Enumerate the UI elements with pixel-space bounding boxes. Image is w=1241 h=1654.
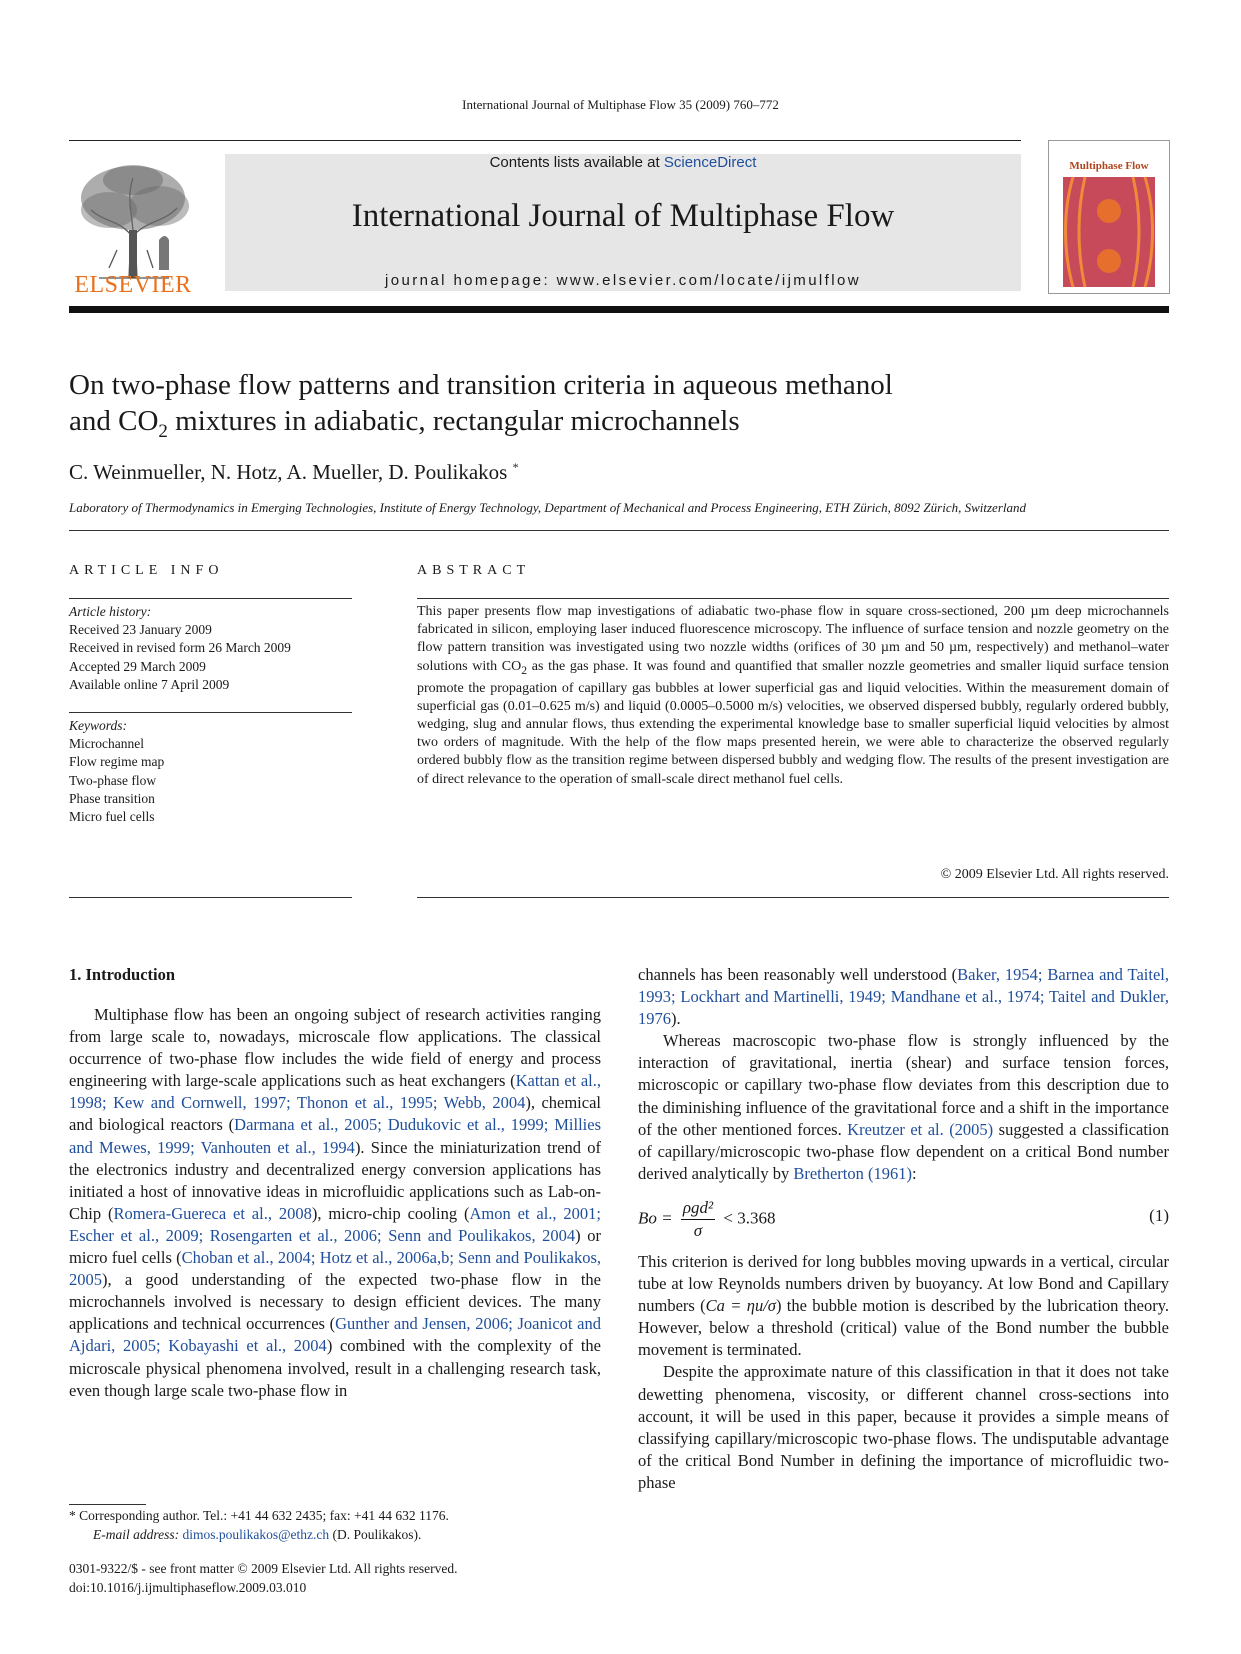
paragraph-text: Despite the approximate nature of this classification in that it does not take dewetting phenomena, viscosity, or different channel cross-sections into account, it will be used in this paper, because it provides a simple means of classifying capillary/microscopic two-phase flows. The undisputable advantage of the critical Bond Number in defining the importance of microfluidic two-phase: [638, 1362, 1169, 1492]
inline-formula: Ca = ηu/σ: [705, 1296, 776, 1316]
paragraph-text: ) the bubble motion is described by the lubrication theory. However, below a threshold (critical) value of the Bond number the bubble movement is terminated.: [638, 1296, 1169, 1360]
paragraph-text: Multiphase flow has been an ongoing subject of research activities ranging from large scale to, nowadays, microscale flow applications. The classical occurrence of two-phase flow includes the wide field of energy and process engineering with large-scale applications such as heat exchangers (: [69, 1005, 601, 1091]
author-list: [69, 460, 519, 485]
citation-link[interactable]: Gunther and Jensen, 2006; Joanicot and Ajdari, 2005; Kobayashi et al., 2004: [69, 1314, 601, 1356]
doi-link[interactable]: doi:10.1016/j.ijmultiphaseflow.2009.03.010: [69, 1579, 307, 1595]
paragraph-text: channels has been reasonably well understood (: [638, 965, 958, 984]
journal-homepage-link[interactable]: journal homepage: www.elsevier.com/locate/ijmulflow: [385, 272, 861, 289]
keyword-item: Phase transition: [69, 790, 155, 806]
corresponding-author-mark[interactable]: *: [512, 460, 519, 474]
abstract-part-1: This paper presents flow map investigations of adiabatic two-phase flow in square cross-sectioned, 200 µm deep microchannels fabricated in silicon, employing laser induced fluorescence microscopy. The influence of surface tension and nozzle geometry on the flow pattern transition was investigated using two nozzle widths (orifices of 30 µm and 50 µm, respectively) and methanol–water solutions with CO: [417, 604, 1169, 674]
front-matter: [69, 1560, 609, 1597]
paragraph-text: ), a good understanding of the expected two-phase flow in the microchannels involved is necessary to design efficient devices. The many applications and technical occurrences (: [69, 1270, 601, 1334]
body-column-right: [638, 964, 1169, 1494]
intro-paragraph-continued: [638, 964, 1169, 1030]
abstract-text: [417, 603, 1169, 789]
journal-cover-icon: [1049, 141, 1169, 293]
paragraph-text: Whereas macroscopic two-phase flow is strongly influenced by the interaction of gravitational, inertia (shear) and surface tension forces, microscopic or capillary two-phase flow deviates from this description due to the diminishing influence of the gravitational force and a shift in the importance of the other mentioned forces.: [638, 1031, 1169, 1139]
history-label: Article history:: [69, 604, 152, 619]
footnote-rule: [69, 1504, 146, 1505]
citation-link[interactable]: Kattan et al., 1998; Kew and Cornwell, 1997; Thonon et al., 1995; Webb, 2004: [69, 1071, 601, 1113]
intro-paragraph: [69, 1004, 601, 1402]
contents-line: [225, 154, 1021, 171]
citation-link[interactable]: Choban et al., 2004; Hotz et al., 2006a,b; Senn and Poulikakos, 2005: [69, 1248, 601, 1290]
citation-link[interactable]: Bretherton (1961): [793, 1163, 913, 1183]
history-online: Available online 7 April 2009: [69, 676, 230, 692]
citation-link[interactable]: Kreutzer et al. (2005): [847, 1119, 994, 1139]
abstract-subscript: 2: [521, 663, 528, 677]
paragraph-text: ), micro-chip cooling (: [311, 1203, 470, 1223]
abstract-bottom-rule: [417, 897, 1169, 898]
equation-rhs: < 3.368: [723, 1208, 776, 1228]
equation-numerator: ρgd²: [681, 1197, 715, 1220]
title-subscript: 2: [158, 420, 168, 442]
title-rule: [69, 530, 1169, 531]
article-title: [69, 367, 1169, 450]
paragraph-text: This criterion is derived for long bubbles moving upwards in a vertical, circular tube at low Reynolds numbers driven by buoyancy. At low Bond and Capillary numbers (: [638, 1251, 1169, 1316]
keywords-list: [69, 717, 352, 826]
title-line-2-pre: and CO: [69, 405, 159, 437]
equation-body: [638, 1197, 775, 1242]
section-heading-introduction: 1. Introduction: [69, 965, 176, 984]
keywords-rule: [69, 712, 352, 713]
cover-title-text: Multiphase Flow: [1069, 160, 1149, 172]
equation-bond-number: [638, 1189, 1169, 1249]
authors-text: C. Weinmueller, N. Hotz, A. Mueller, D. Poulikakos: [69, 460, 508, 484]
paragraph-text: ). Since the miniaturization trend of the electronics industry and decentralized energy conversion applications has initiated a host of innovative ideas in microfluidic applications such as Lab-on-Chip (: [69, 1137, 601, 1223]
running-head: International Journal of Multiphase Flow 35 (2009) 760–772: [462, 97, 779, 112]
publisher-name: ELSEVIER: [74, 272, 192, 298]
footnote: [69, 1507, 609, 1544]
citation-link[interactable]: Romera-Guereca et al., 2008: [113, 1203, 312, 1223]
keyword-item: Microchannel: [69, 736, 144, 752]
equation-number: (1): [1149, 1205, 1169, 1225]
abstract-label: ABSTRACT: [417, 563, 531, 578]
history-received: Received 23 January 2009: [69, 622, 212, 638]
keywords-label: Keywords:: [69, 718, 127, 733]
body-column-left: [69, 1004, 601, 1402]
keyword-item: Micro fuel cells: [69, 809, 155, 825]
equation-fraction: [681, 1197, 715, 1242]
citation-link[interactable]: Amon et al., 2001; Escher et al., 2009; Rosengarten et al., 2006; Senn and Poulikakos, 2004: [69, 1203, 601, 1245]
masthead-bottom-rule: [69, 306, 1169, 313]
paragraph-text: ).: [671, 1009, 681, 1029]
citation-link[interactable]: Darmana et al., 2005; Dudukovic et al., 1999; Millies and Mewes, 1999; Vanhouten et al., 1994: [69, 1115, 601, 1157]
front-matter-line: 0301-9322/$ - see front matter © 2009 Elsevier Ltd. All rights reserved.: [69, 1561, 458, 1576]
author-email-link[interactable]: dimos.poulikakos@ethz.ch: [182, 1526, 330, 1542]
article-history: [69, 603, 352, 694]
article-info-bottom-rule: [69, 897, 352, 898]
paragraph-text: ) combined with the complexity of the microscale physical phenomena involved, result in a challenging research task, even though large scale two-phase flow in: [69, 1336, 601, 1400]
paragraph-text: :: [912, 1163, 917, 1183]
paragraph-text: ), chemical and biological reactors (: [69, 1093, 602, 1135]
equation-lhs: Bo =: [638, 1208, 673, 1228]
footnote-corresponding: Corresponding author. Tel.: +41 44 632 2435; fax: +41 44 632 1176.: [75, 1508, 449, 1523]
masthead-top-rule: [69, 140, 1021, 141]
title-line-1: On two-phase flow patterns and transition criteria in aqueous methanol: [69, 369, 893, 401]
intro-paragraph: [638, 1361, 1169, 1494]
title-line-2-post: mixtures in adiabatic, rectangular microchannels: [167, 405, 740, 437]
intro-paragraph: [638, 1251, 1169, 1361]
contents-prefix: Contents lists available at: [489, 154, 664, 171]
abstract-copyright: © 2009 Elsevier Ltd. All rights reserved.: [940, 867, 1169, 882]
history-accepted: Accepted 29 March 2009: [69, 658, 206, 674]
abstract-part-2: as the gas phase. It was found and quantified that smaller nozzle geometries and smaller liquid surface tension promote the propagation of capillary gas bubbles at lower superficial gas and liquid velocities. Within the measurement domain of superficial gas (0.01–0.625 m/s) and liquid (0.0005–0.5000 m/s) velocities, we observed dispersed bubbly, regularly ordered bubbly, wedging, slug and annular flows, thus extending the experimental knowledge base to smaller superficial liquid velocities by almost two orders of magnitude. With the help of the flow maps presented herein, we were able to characterize the observed regularly ordered bubbly flow as the transition regime between dispersed bubbly and wedging flow. The results of the present investigation are of direct relevance to the operation of small-scale direct methanol fuel cells.: [417, 658, 1169, 787]
footnote-email-label: E-mail address:: [93, 1526, 183, 1542]
history-revised: Received in revised form 26 March 2009: [69, 640, 291, 656]
sciencedirect-link[interactable]: ScienceDirect: [663, 154, 757, 171]
abstract-rule: [417, 598, 1169, 599]
article-info-rule: [69, 598, 352, 599]
affiliation: Laboratory of Thermodynamics in Emerging Technologies, Institute of Energy Technology, Department of Mechanical and Process Engineering, ETH Zürich, 8092 Zürich, Switzerland: [69, 500, 1026, 515]
keyword-item: Flow regime map: [69, 754, 165, 770]
paragraph-text: ) or micro fuel cells (: [69, 1225, 601, 1268]
footnote-email-suffix: (D. Poulikakos).: [329, 1526, 422, 1542]
footnote-star: *: [69, 1508, 76, 1523]
paragraph-text: suggested a classification of capillary/microscopic two-phase flow dependent on a critical Bond number derived analytically by: [638, 1119, 1170, 1183]
equation-denominator: σ: [693, 1221, 703, 1241]
journal-title: International Journal of Multiphase Flow: [351, 198, 895, 234]
journal-cover-thumbnail: [1048, 140, 1170, 294]
intro-paragraph: [638, 1030, 1169, 1185]
citation-link[interactable]: Baker, 1954; Barnea and Taitel, 1993; Lockhart and Martinelli, 1949; Mandhane et al., 1974; Taitel and Dukler, 1976: [638, 965, 1169, 1029]
article-info-label: ARTICLE INFO: [69, 563, 224, 578]
keyword-item: Two-phase flow: [69, 772, 157, 788]
